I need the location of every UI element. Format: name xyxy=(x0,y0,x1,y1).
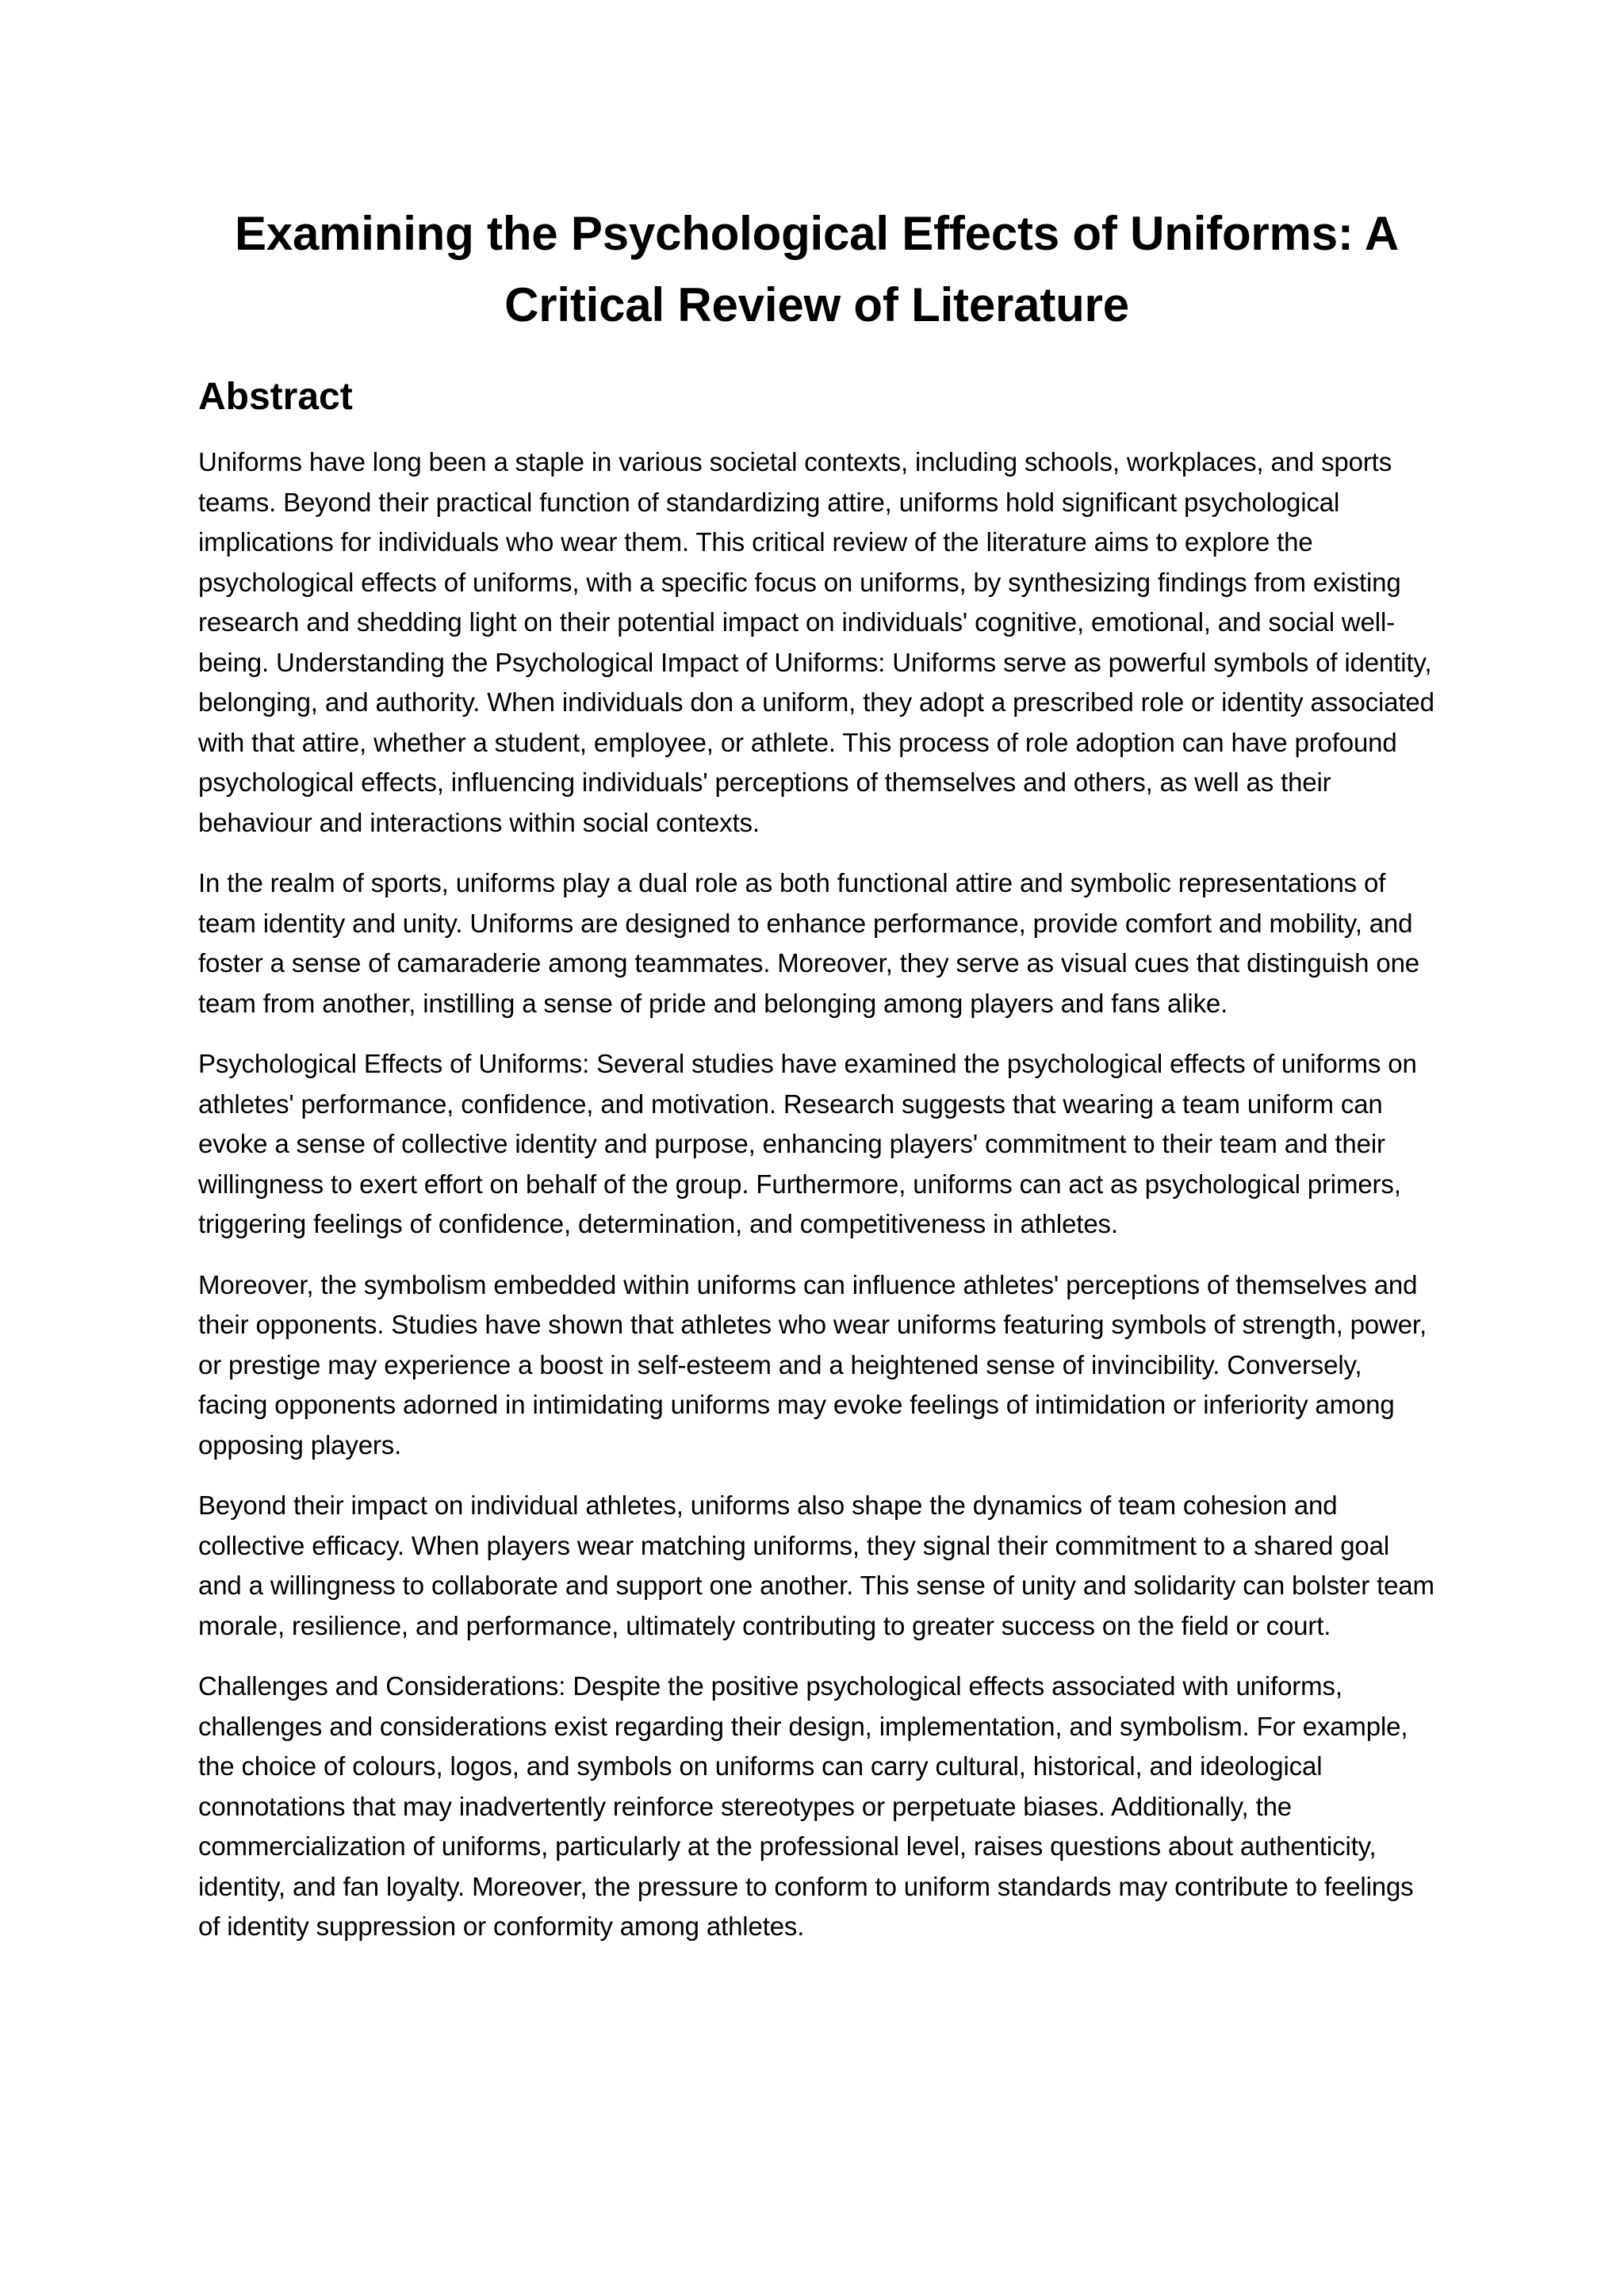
paragraph-symbolism: Moreover, the symbolism embedded within uniforms can influence athletes' perceptions of themselves and their opponents. Studies have shown that athletes who wear uniforms featuring symbols of strength, power, or prestige may experience a boost in self-esteem and a heightened sense of invincibility. Conversely, facing opponents adorned in intimidating uniforms may evoke feelings of intimidation or inferiority among opposing players. xyxy=(198,1269,1427,1460)
paper-title: Examining the Psychological Effects of Uniforms: A Critical Review of Literature xyxy=(234,207,1400,331)
paragraph-challenges: Challenges and Considerations: Despite the positive psychological effects associated with uniforms, challenges and considerations exist regarding their design, implementation, and symbolism. For example, the choice of colours, logos, and symbols on uniforms can carry cultural, historical, and ideological connotations that may inadvertently reinforce stereotypes or perpetuate biases. Additionally, the commercialization of uniforms, particularly at the professional level, raises questions about authenticity, identity, and fan loyalty. Moreover, the pressure to conform to uniform standards may contribute to feelings of identity suppression or conformity among athletes. xyxy=(198,1671,1414,1941)
paragraph-team-cohesion: Beyond their impact on individual athletes, uniforms also shape the dynamics of team cohesion and collective efficacy. When players wear matching uniforms, they signal their commitment to a shared goal and a willingness to collaborate and support one another. This sense of unity and solidarity can bolster team morale, resilience, and performance, ultimately contributing to greater success on the field or court. xyxy=(198,1490,1434,1640)
abstract-heading: Abstract xyxy=(198,376,353,418)
abstract-paragraph-1: Uniforms have long been a staple in various societal contexts, including schools, workplaces, and sports teams. Beyond their practical function of standardizing attire, uniforms hold significant psychological implications for individuals who wear them. This critical review of the literature aims to explore the psychological effects of uniforms, with a specific focus on uniforms, by synthesizing findings from existing research and shedding light on their potential impact on individuals' cognitive, emotional, and social well-being. Understanding the Psychological Impact of Uniforms: Uniforms serve as powerful symbols of identity, belonging, and authority. When individuals don a uniform, they adopt a prescribed role or identity associated with that attire, whether a student, employee, or athlete. This process of role adoption can have profound psychological effects, influencing individuals' perceptions of themselves and others, as well as their behaviour and interactions within social contexts. xyxy=(198,447,1434,837)
document-page xyxy=(198,198,1435,1968)
paragraph-sports-uniforms: In the realm of sports, uniforms play a dual role as both functional attire and symbolic representations of team identity and unity. Uniforms are designed to enhance performance, provide comfort and mobility, and foster a sense of camaraderie among teammates. Moreover, they serve as visual cues that distinguish one team from another, instilling a sense of pride and belonging among players and fans alike. xyxy=(198,868,1420,1018)
paragraph-psychological-effects: Psychological Effects of Uniforms: Several studies have examined the psychological effects of uniforms on athletes' performance, confidence, and motivation. Research suggests that wearing a team uniform can evoke a sense of collective identity and purpose, enhancing players' commitment to their team and their willingness to exert effort on behalf of the group. Furthermore, uniforms can act as psychological primers, triggering feelings of confidence, determination, and competitiveness in athletes. xyxy=(198,1049,1417,1238)
